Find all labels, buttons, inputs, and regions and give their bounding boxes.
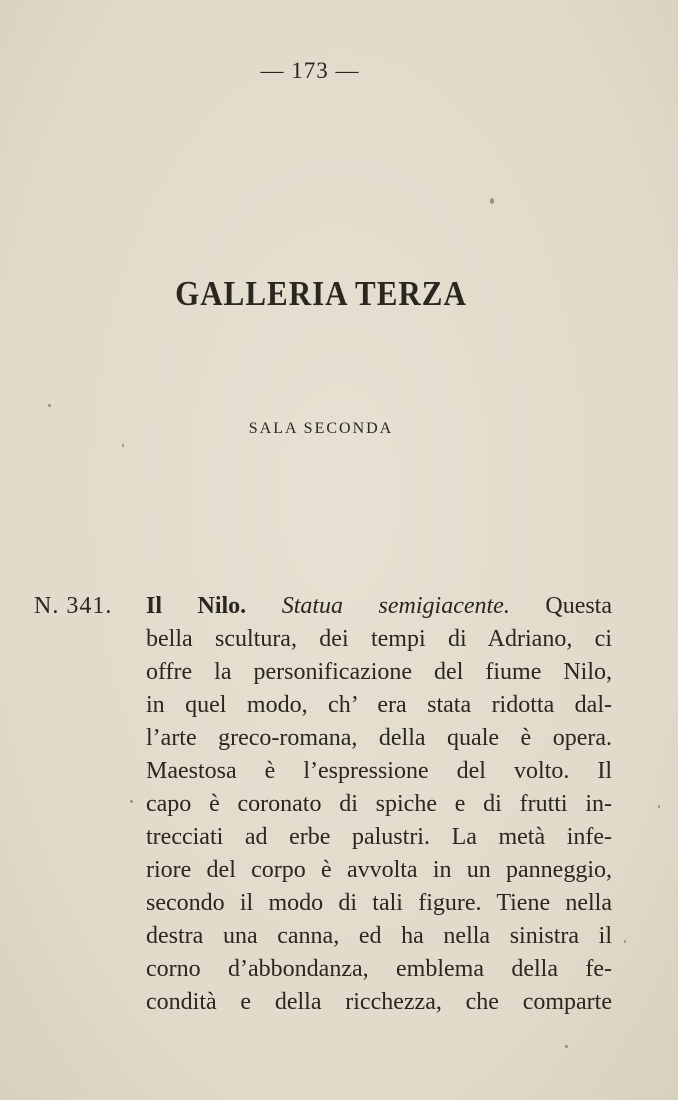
entry-line: destra una canna, ed ha nella sinistra il (146, 923, 612, 949)
entry-description-italic: Statua semigiacente. (281, 593, 510, 619)
entry-line: secondo il modo di tali figure. Tiene nella (146, 890, 612, 916)
paper-speck (130, 800, 133, 803)
entry-line: in quel modo, ch’ era stata ridotta dal- (146, 692, 612, 718)
entry-number: N. 341. (34, 593, 113, 619)
entry-text (146, 590, 612, 1019)
entry-line: condità e della ricchezza, che comparte (146, 989, 612, 1015)
entry-line: bella scultura, dei tempi di Adriano, ci (146, 626, 612, 652)
paper-speck (122, 444, 124, 447)
paper-speck (48, 404, 51, 407)
entry-line: corno d’abbondanza, emblema della fe- (146, 956, 612, 982)
entry-lemma: Il Nilo. (146, 593, 247, 619)
paper-speck (658, 805, 660, 808)
entry-line: riore del corpo è avvolta in un panneggio, (146, 857, 612, 883)
entry-line: trecciati ad erbe palustri. La metà infe- (146, 824, 612, 850)
entry-line: capo è coronato di spiche e di frutti in- (146, 791, 612, 817)
paper-speck (565, 1045, 568, 1048)
entry-line: offre la personificazione del fiume Nilo, (146, 659, 612, 685)
page-number: — 173 — (260, 58, 360, 83)
room-title: SALA SECONDA (248, 420, 394, 437)
entry-line: Maestosa è l’espressione del volto. Il (146, 758, 612, 784)
entry-first-line (146, 590, 612, 623)
entry-first-line-rest: Questa (545, 593, 613, 619)
paper-speck (490, 198, 494, 204)
entry-line: l’arte greco-romana, della quale è opera. (146, 725, 612, 751)
gallery-title: GALLERIA TERZA (175, 273, 467, 314)
paper-speck (624, 940, 626, 943)
